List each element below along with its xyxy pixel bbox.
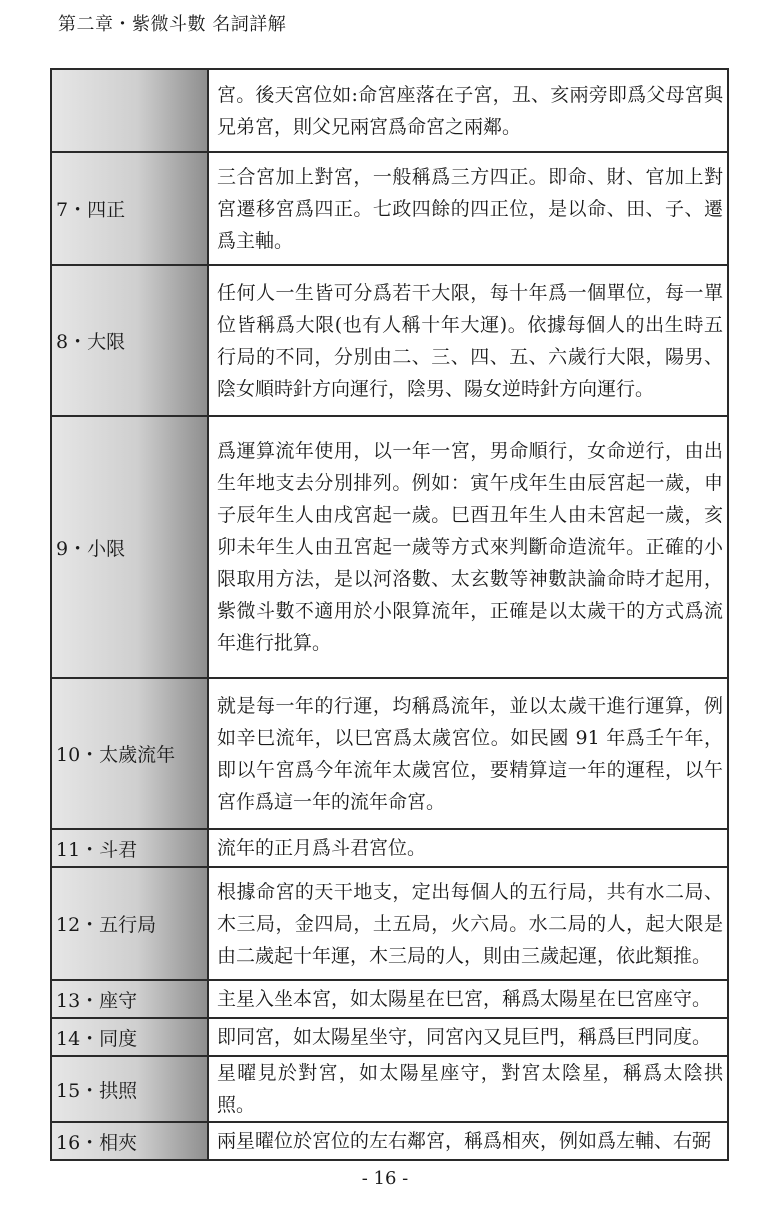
glossary-row — [51, 867, 728, 980]
glossary-row — [51, 829, 728, 867]
term-cell: 13・座守 — [51, 980, 208, 1018]
term-cell: 16・相夾 — [51, 1122, 208, 1160]
definition-cell: 流年的正月爲斗君宮位。 — [208, 829, 728, 867]
definition-cell: 主星入坐本宮，如太陽星在巳宮，稱爲太陽星在巳宮座守。 — [208, 980, 728, 1018]
definition-cell: 任何人一生皆可分爲若干大限，每十年爲一個單位，每一單位皆稱爲大限(也有人稱十年大運)。依據每個人的出生時五行局的不同，分別由二、三、四、五、六歲行大限，陽男、陰女順時針方向運行，陰男、陽女逆時針方向運行。 — [208, 265, 728, 416]
term-cell: 7・四正 — [51, 152, 208, 265]
definition-cell: 三合宮加上對宮，一般稱爲三方四正。即命、財、官加上對宮遷移宮爲四正。七政四餘的四正位，是以命、田、子、遷爲主軸。 — [208, 152, 728, 265]
term-cell: 14・同度 — [51, 1018, 208, 1056]
glossary-table-body — [51, 69, 728, 1160]
glossary-row — [51, 1056, 728, 1122]
definition-cell: 爲運算流年使用，以一年一宮，男命順行，女命逆行，由出生年地支去分別排列。例如：寅午戌年生由辰宮起一歲，申子辰年生人由戌宮起一歲。巳酉丑年生人由未宮起一歲，亥卯未年生人由丑宮起一歲等方式來判斷命造流年。正確的小限取用方法，是以河洛數、太玄數等神數訣論命時才起用，紫微斗數不適用於小限算流年，正確是以太歲干的方式爲流年進行批算。 — [208, 416, 728, 678]
chapter-header: 第二章・紫微斗數 名詞詳解 — [58, 14, 287, 35]
glossary-row — [51, 678, 728, 829]
term-cell: 10・太歲流年 — [51, 678, 208, 829]
definition-cell: 即同宮，如太陽星坐守，同宮內又見巨門，稱爲巨門同度。 — [208, 1018, 728, 1056]
term-cell: 8・大限 — [51, 265, 208, 416]
definition-cell: 星曜見於對宮，如太陽星座守，對宮太陰星，稱爲太陰拱照。 — [208, 1056, 728, 1122]
definition-cell: 宮。後天宮位如:命宮座落在子宮，丑、亥兩旁即爲父母宮與兄弟宮，則父兄兩宮爲命宮之兩鄰。 — [208, 69, 728, 152]
glossary-table — [50, 68, 729, 1161]
definition-cell: 就是每一年的行運，均稱爲流年，並以太歲干進行運算，例如辛巳流年，以巳宮爲太歲宮位。如民國 91 年爲壬午年，即以午宮爲今年流年太歲宮位，要精算這一年的運程，以午宮作爲這一年的流年命宮。 — [208, 678, 728, 829]
definition-cell: 根據命宮的天干地支，定出每個人的五行局，共有水二局、木三局，金四局，土五局，火六局。水二局的人，起大限是由二歲起十年運，木三局的人，則由三歲起運，依此類推。 — [208, 867, 728, 980]
term-cell: 15・拱照 — [51, 1056, 208, 1122]
glossary-row — [51, 1122, 728, 1160]
term-cell: 12・五行局 — [51, 867, 208, 980]
glossary-row — [51, 980, 728, 1018]
term-cell: 9・小限 — [51, 416, 208, 678]
term-cell — [51, 69, 208, 152]
glossary-row — [51, 152, 728, 265]
glossary-row — [51, 69, 728, 152]
glossary-row — [51, 416, 728, 678]
page-number: - 16 - — [361, 1168, 409, 1189]
glossary-row — [51, 265, 728, 416]
definition-cell: 兩星曜位於宮位的左右鄰宮，稱爲相夾，例如爲左輔、右弼 — [208, 1122, 728, 1160]
term-cell: 11・斗君 — [51, 829, 208, 867]
glossary-row — [51, 1018, 728, 1056]
